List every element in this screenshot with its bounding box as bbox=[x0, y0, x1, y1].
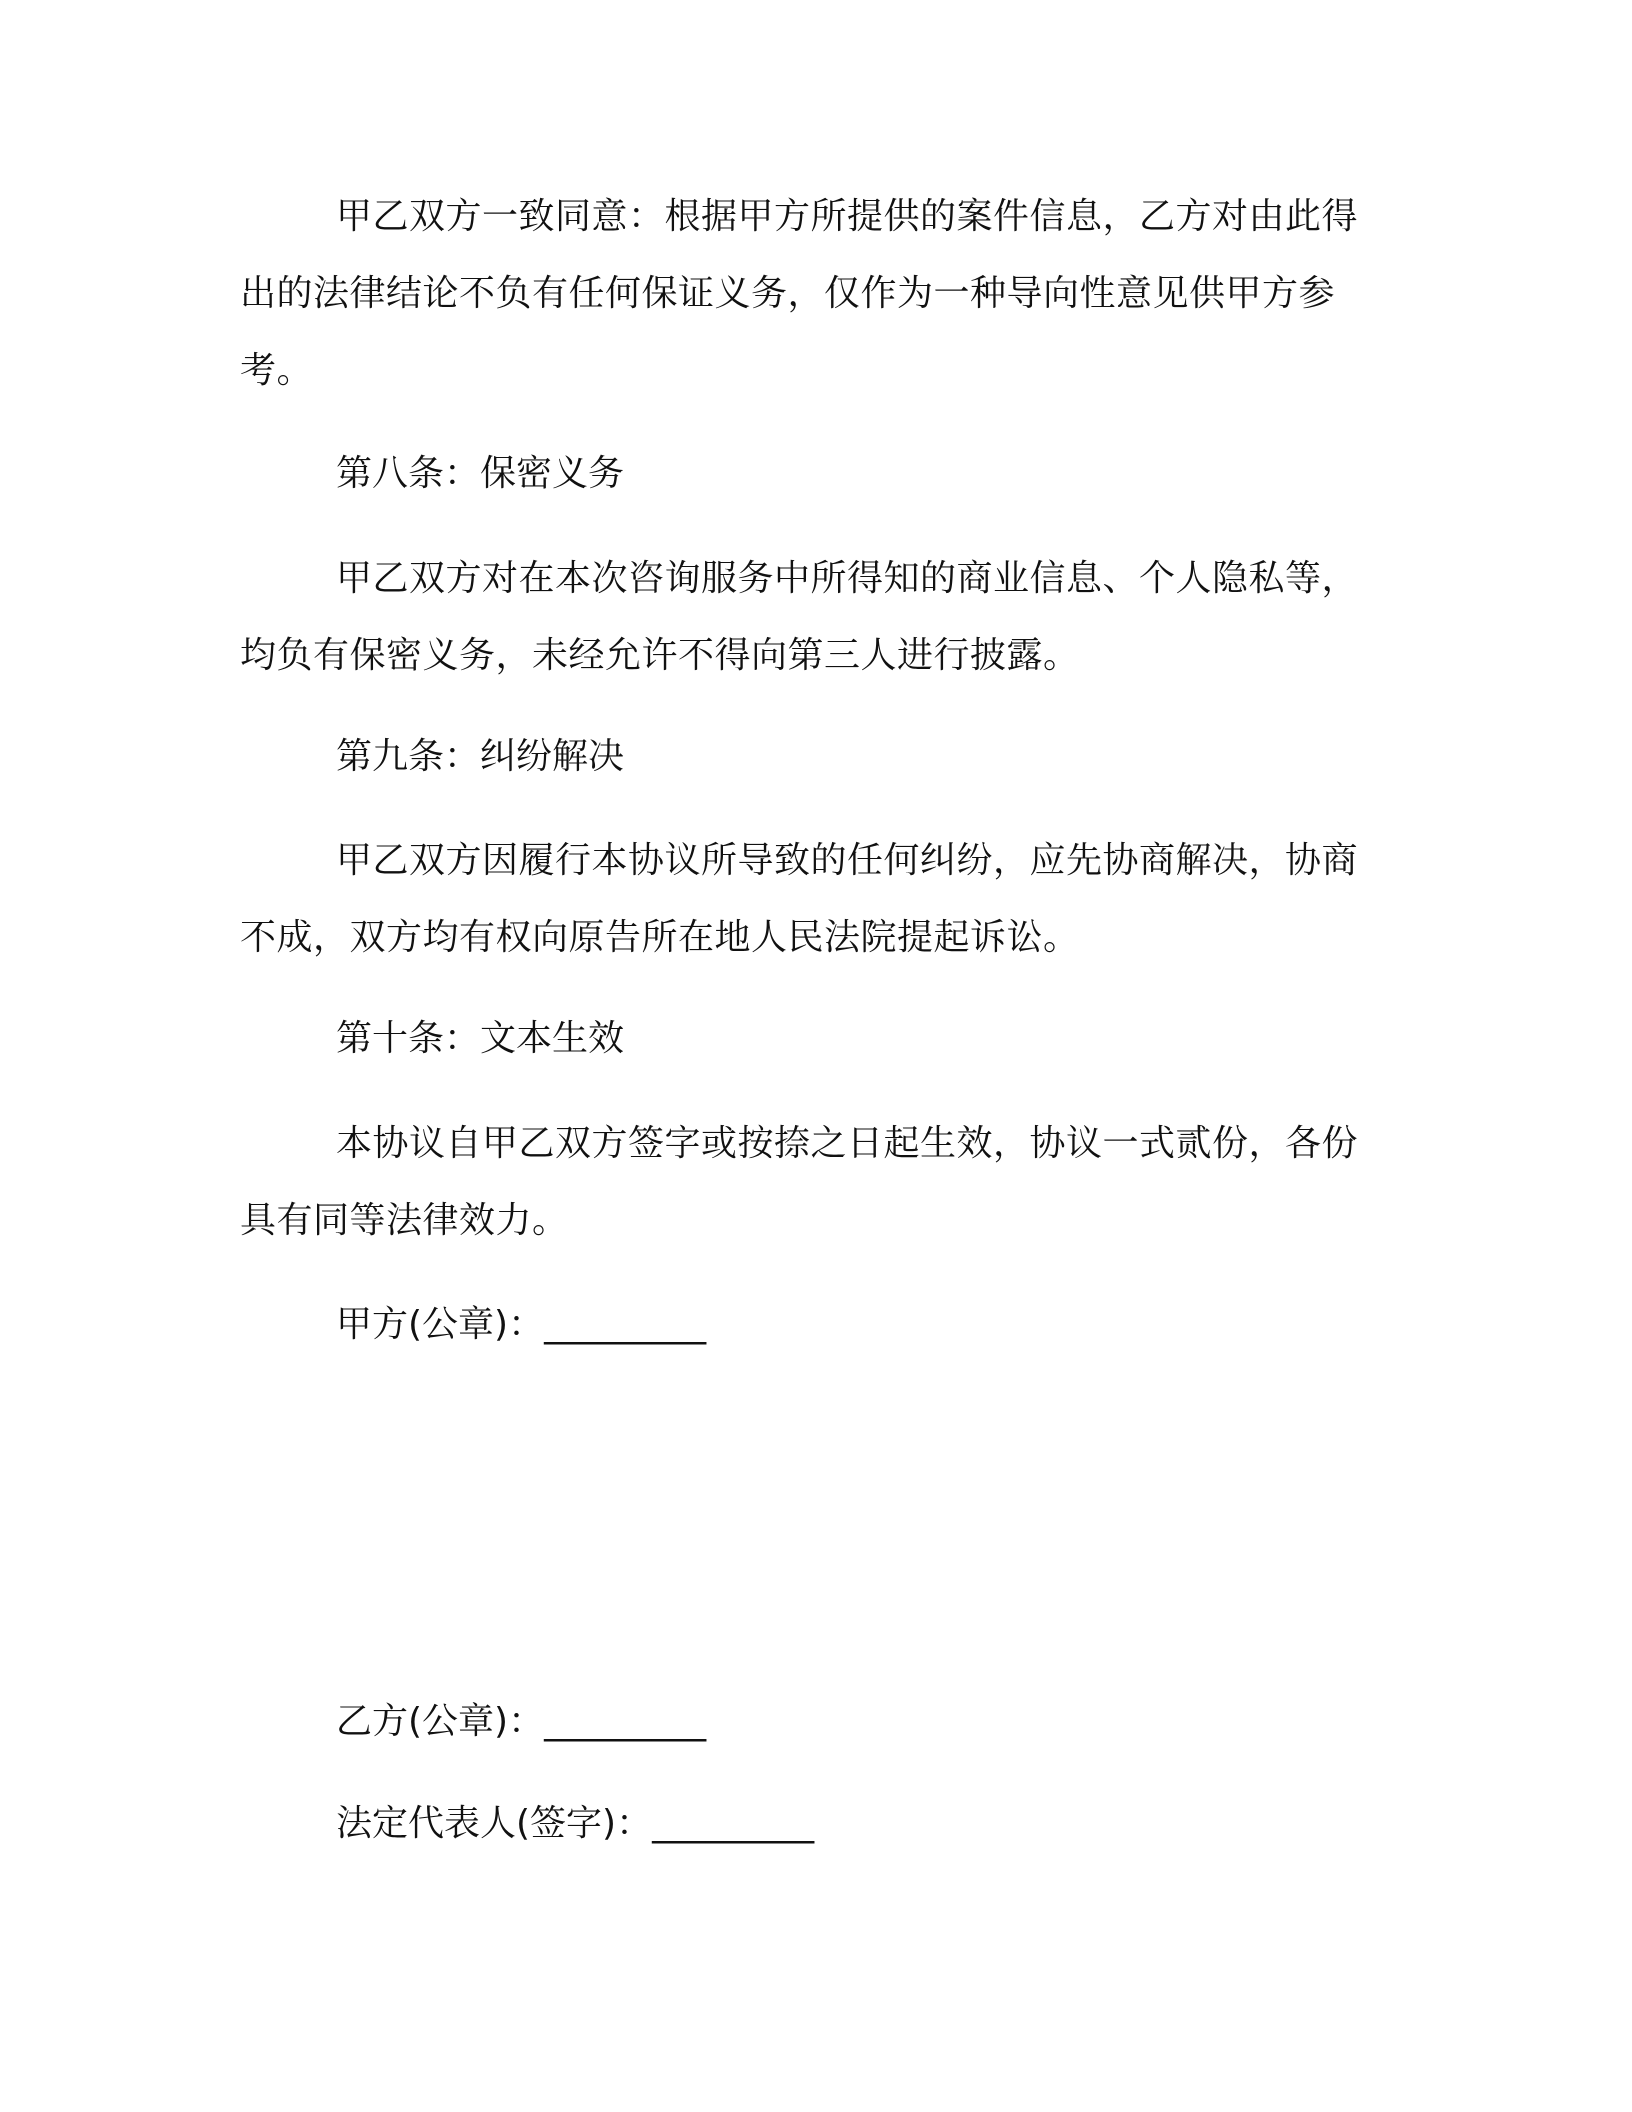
party-b-seal-line: 乙方(公章)：_________ bbox=[336, 1701, 707, 1742]
agreement-clause-paragraph: 甲乙双方一致同意：根据甲方所提供的案件信息，乙方对由此得出的法律结论不负有任何保证义务，仅作为一种导向性意见供甲方参考。 bbox=[240, 196, 1359, 391]
party-a-seal-line: 甲方(公章)：_________ bbox=[336, 1304, 707, 1345]
article-10-body: 本协议自甲乙双方签字或按捺之日起生效，协议一式贰份，各份具有同等法律效力。 bbox=[240, 1123, 1359, 1241]
article-9-body: 甲乙双方因履行本协议所导致的任何纠纷，应先协商解决，协商不成，双方均有权向原告所在地人民法院提起诉讼。 bbox=[240, 840, 1359, 958]
article-9-heading: 第九条：纠纷解决 bbox=[336, 736, 625, 777]
legal-representative-signature-line: 法定代表人(签字)：_________ bbox=[336, 1803, 815, 1844]
article-8-body: 甲乙双方对在本次咨询服务中所得知的商业信息、个人隐私等，均负有保密义务，未经允许不得向第三人进行披露。 bbox=[240, 558, 1359, 676]
article-8-heading: 第八条：保密义务 bbox=[336, 453, 625, 494]
article-10-heading: 第十条：文本生效 bbox=[336, 1018, 625, 1059]
